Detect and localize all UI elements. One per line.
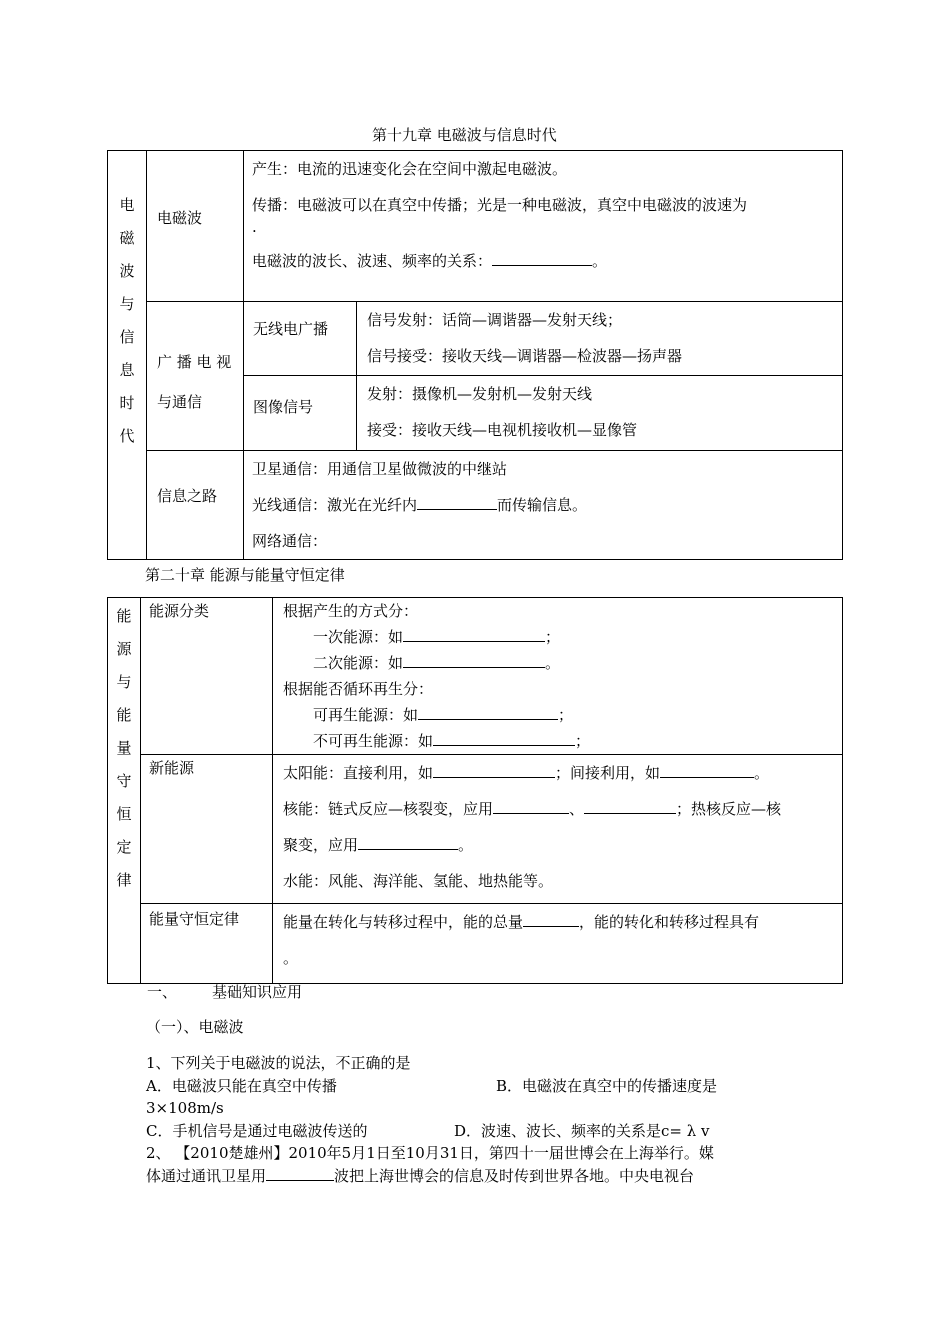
em-wave-label: 电磁波 bbox=[147, 151, 244, 302]
blank-primary-energy[interactable] bbox=[403, 627, 545, 642]
question-block bbox=[146, 1052, 826, 1187]
info-road-label: 信息之路 bbox=[147, 451, 244, 560]
classify-content: 根据产生的方式分： 一次能源：如 ； 二次能源：如 。 根据能否循环再生分： 可再生能源：如 ； 不可再生能源：如 ； bbox=[273, 598, 843, 755]
chapter-19-title: 第十九章 电磁波与信息时代 bbox=[372, 126, 557, 144]
question-1-row-cd bbox=[146, 1120, 826, 1143]
option-a[interactable]: A．电磁波只能在真空中传播 bbox=[146, 1076, 337, 1095]
chapter-20-side-label: 能 源 与 能 量 守 恒 定 律 bbox=[108, 598, 141, 984]
chapter-20-title: 第二十章 能源与能量守恒定律 bbox=[145, 566, 345, 584]
option-d[interactable]: D．波速、波长、频率的关系是c= λ v bbox=[454, 1121, 710, 1140]
chapter-20-table bbox=[107, 597, 843, 984]
conservation-label: 能量守恒定律 bbox=[141, 904, 273, 984]
image-signal-content: 发射：摄像机—发射机—发射天线 接受：接收天线—电视机接收机—显像管 bbox=[357, 376, 843, 451]
image-signal-label: 图像信号 bbox=[244, 376, 357, 451]
question-2-line-2: 体通过通讯卫星用 波把上海世博会的信息及时传到世界各地。中央电视台 bbox=[146, 1166, 695, 1185]
radio-content: 信号发射：话筒—调谐器—发射天线； 信号接受：接收天线—调谐器—检波器—扬声器 bbox=[357, 302, 843, 376]
section-heading-number: 一、 bbox=[147, 983, 178, 1001]
blank-renewable[interactable] bbox=[418, 705, 558, 720]
radio-label: 无线电广播 bbox=[244, 302, 357, 376]
new-energy-content: 太阳能：直接利用，如 ；间接利用，如 。 核能：链式反应—核裂变，应用 、 ；热核反应—核 聚变，应用 。 水能：风能、海洋能、氢能、地热能等。 bbox=[273, 755, 843, 904]
blank-optical[interactable] bbox=[417, 495, 497, 510]
blank-solar-indirect[interactable] bbox=[660, 763, 754, 778]
section-heading: 基础知识应用 bbox=[212, 983, 303, 1001]
subsection-heading: （一）、电磁波 bbox=[146, 1018, 244, 1036]
blank-solar-direct[interactable] bbox=[433, 763, 555, 778]
blank-total-energy[interactable] bbox=[523, 912, 579, 927]
blank-nonrenewable[interactable] bbox=[433, 731, 575, 746]
classify-label: 能源分类 bbox=[141, 598, 273, 755]
info-road-content: 卫星通信：用通信卫星做微波的中继站 光线通信：激光在光纤内 而传输信息。 网络通信： bbox=[244, 451, 843, 560]
blank-wave-relation[interactable] bbox=[492, 251, 592, 266]
blank-secondary-energy[interactable] bbox=[403, 653, 545, 668]
question-1: 1、下列关于电磁波的说法，不正确的是 bbox=[146, 1054, 411, 1072]
new-energy-label: 新能源 bbox=[141, 755, 273, 904]
broadcast-label: 广 播 电 视 与通信 bbox=[147, 302, 244, 451]
chapter-19-table bbox=[107, 150, 843, 560]
option-c[interactable]: C．手机信号是通过电磁波传送的 bbox=[146, 1121, 368, 1140]
blank-fusion-app[interactable] bbox=[358, 835, 458, 850]
question-2-line-1: 2、 【2010楚雄州】2010年5月1日至10月31日，第四十一届世博会在上海举行。媒 bbox=[146, 1144, 714, 1162]
blank-wave-type[interactable] bbox=[266, 1166, 334, 1181]
option-b[interactable]: B．电磁波在真空中的传播速度是 bbox=[496, 1076, 718, 1095]
blank-fission-app-1[interactable] bbox=[493, 799, 569, 814]
option-b-cont: 3×108m/s bbox=[146, 1099, 224, 1117]
chapter-19-side-label: 电 磁 波 与 信 息 时 代 bbox=[108, 151, 147, 560]
blank-fission-app-2[interactable] bbox=[584, 799, 676, 814]
question-1-row-ab bbox=[146, 1075, 826, 1098]
em-wave-content: 产生：电流的迅速变化会在空间中激起电磁波。 传播：电磁波可以在真空中传播；光是一种电磁波，真空中电磁波的波速为 . 电磁波的波长、波速、频率的关系： 。 bbox=[244, 151, 843, 302]
conservation-content: 能量在转化与转移过程中，能的总量 ，能的转化和转移过程具有 。 bbox=[273, 904, 843, 984]
